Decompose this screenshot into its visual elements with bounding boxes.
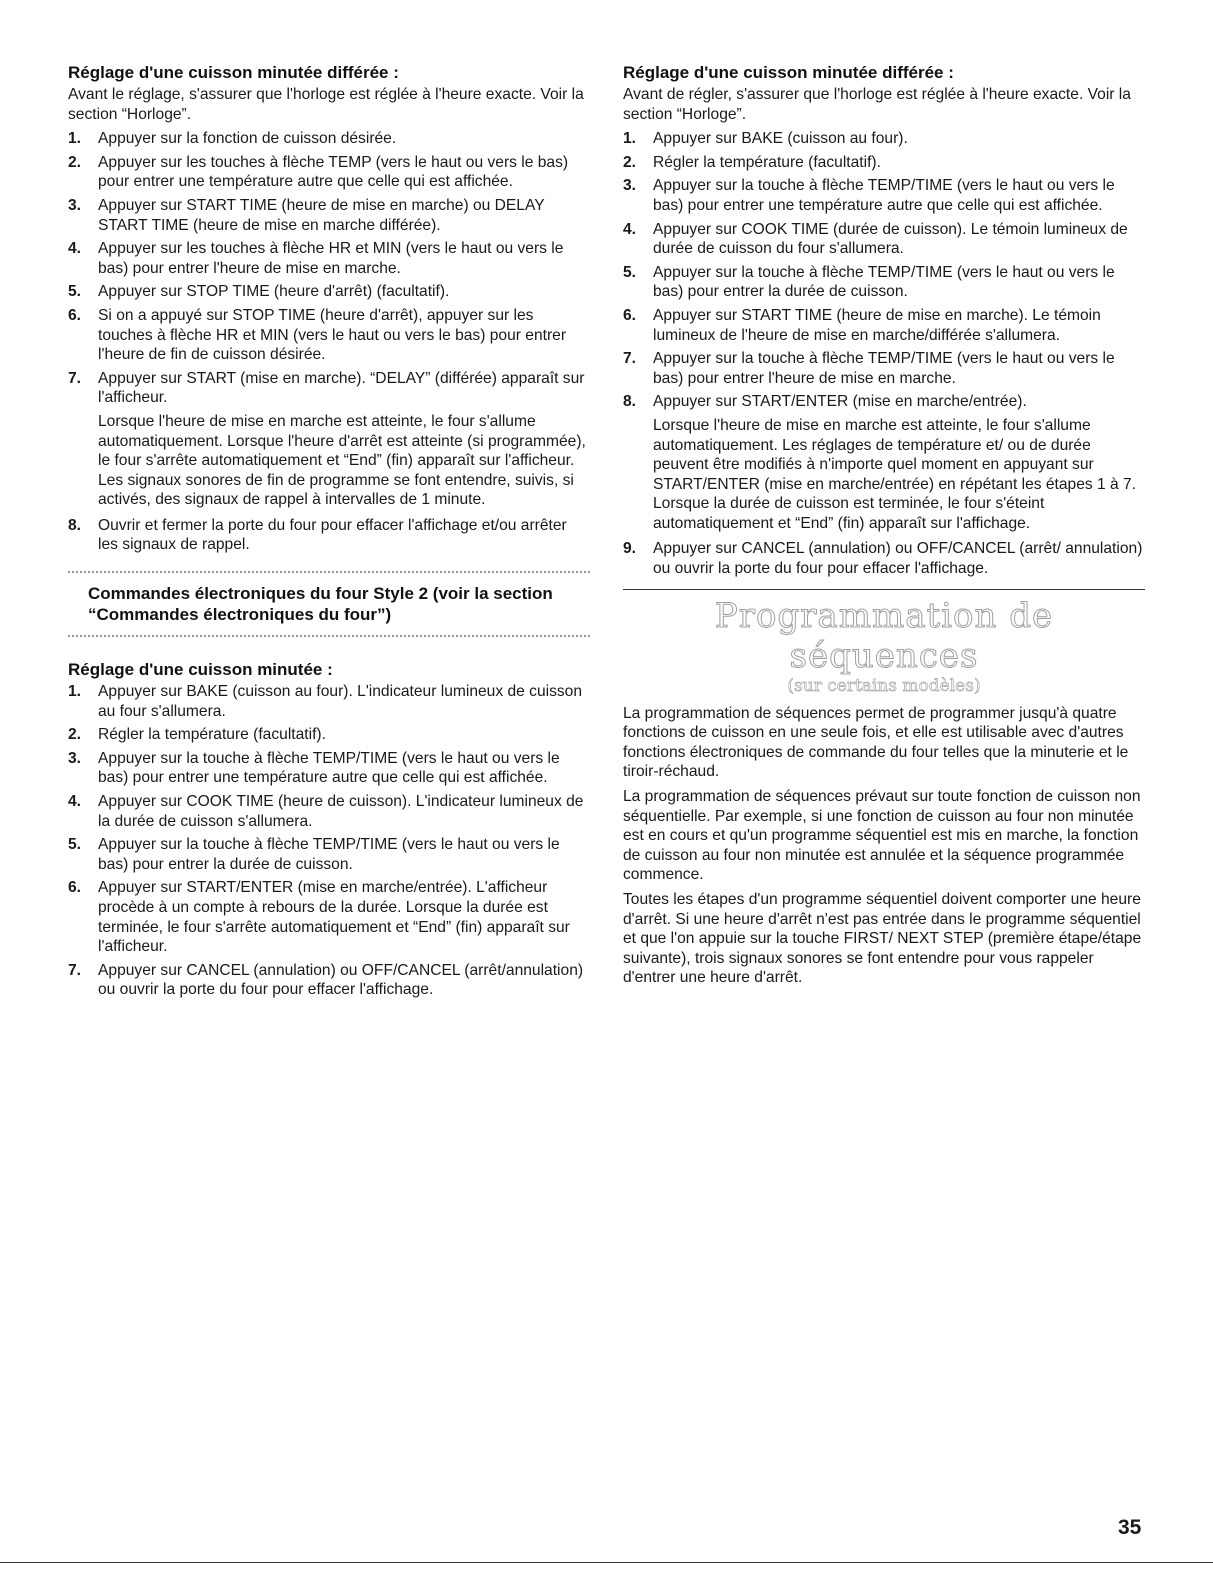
list-item [68,153,590,192]
list-item [68,239,590,278]
step-text: Régler la température (facultatif). [653,153,881,171]
list-item [68,369,590,408]
section-divider [623,589,1145,590]
list-item [623,263,1145,302]
step-text: Appuyer sur START (mise en marche). “DELAY” (différée) apparaît sur l'afficheur. [98,369,585,407]
step-text: Appuyer sur la fonction de cuisson désirée. [98,130,397,148]
step-text: Appuyer sur STOP TIME (heure d'arrêt) (facultatif). [98,283,450,301]
list-item [68,196,590,235]
steps-list [68,682,590,1000]
step-text: Appuyer sur la touche à flèche TEMP/TIME (vers le haut ou vers le bas) pour entrer la durée de cuisson. [98,836,560,873]
step-text: Appuyer sur CANCEL (annulation) ou OFF/CANCEL (arrêt/annulation) ou ouvrir la porte du four pour effacer l'affichage. [98,961,584,999]
step-text: Appuyer sur la touche à flèche TEMP/TIME (vers le haut ou vers le bas) pour entrer l'heure de mise en marche. [653,350,1115,387]
step-number: 4. [623,220,637,238]
continuation-paragraph: Lorsque l'heure de mise en marche est atteinte, le four s'allume automatiquement. Lorsque l'heure d'arrêt est atteinte (si programmée), le four s'arrête automatiquement et “End” (fin) apparaît sur l'afficheur. Les signaux sonores de fin de programme se font entendre, suivis, si activés, des signaux de rappel à intervalles de 1 minute. [98,412,586,509]
step-number: 5. [68,283,82,301]
step-text: Appuyer sur les touches à flèche TEMP (vers le haut ou vers le bas) pour entrer une température autre que celle qui est affichée. [98,153,569,191]
list-item [68,961,590,1000]
list-item [623,153,1145,173]
list-item [68,878,590,956]
decorative-title: Programmation de séquences [714,595,1054,676]
list-item [623,539,1145,578]
right-column [623,62,1145,993]
step-text: Appuyer sur BAKE (cuisson au four). [653,130,908,148]
step-text: Régler la température (facultatif). [98,726,326,744]
section-heading: Réglage d'une cuisson minutée différée : [623,63,954,82]
step-number: 8. [68,516,82,534]
steps-list [68,129,590,408]
page-number: 35 [1118,1516,1142,1539]
steps-list [68,516,590,555]
step-number: 3. [68,749,82,767]
list-item [68,682,590,721]
step-number: 6. [68,306,82,324]
list-item [68,835,590,874]
left-column [68,62,590,1004]
list-item [623,306,1145,345]
list-item [68,516,590,555]
step-number: 4. [68,240,82,258]
divider [68,635,590,637]
paragraph: La programmation de séquences permet de programmer jusqu'à quatre fonctions de cuisson en une seule fois, et elle est utilisable avec d'autres fonctions électroniques de commande du four telles que la minuterie et le tiroir-réchaud. [623,704,1129,781]
list-item [68,306,590,365]
step-number: 2. [68,153,82,171]
list-item [68,282,590,302]
step-number: 2. [68,726,82,744]
step-text: Appuyer sur les touches à flèche HR et MIN (vers le haut ou vers le bas) pour entrer l'heure de mise en marche. [98,240,564,277]
list-item [623,176,1145,215]
list-item [623,129,1145,149]
decorative-subtitle: (sur certains modèles) [787,675,981,696]
list-item [623,392,1145,412]
step-number: 7. [623,350,637,368]
step-number: 1. [68,130,82,148]
step-text: Appuyer sur START/ENTER (mise en marche/entrée). [653,393,1027,411]
step-number: 3. [623,177,637,195]
steps-list [623,129,1145,412]
step-number: 7. [68,961,82,979]
list-item [68,749,590,788]
step-text: Appuyer sur START/ENTER (mise en marche/entrée). L'afficheur procède à un compte à rebours de la durée. Lorsque la durée est terminée, le four s'arrête automatiquement et “End” (fin) apparaît sur l'afficheur. [98,879,570,956]
list-item [623,349,1145,388]
step-text: Appuyer sur COOK TIME (durée de cuisson). Le témoin lumineux de durée de cuisson du four s'allumera. [653,220,1128,258]
step-number: 1. [68,683,82,701]
list-item [68,129,590,149]
step-number: 4. [68,793,82,811]
step-text: Appuyer sur START TIME (heure de mise en marche) ou DELAY START TIME (heure de mise en marche différée). [98,196,545,234]
step-text: Ouvrir et fermer la porte du four pour effacer l'affichage et/ou arrêter les signaux de rappel. [98,516,567,554]
step-text: Appuyer sur la touche à flèche TEMP/TIME (vers le haut ou vers le bas) pour entrer la durée de cuisson. [653,263,1115,301]
step-text: Appuyer sur CANCEL (annulation) ou OFF/CANCEL (arrêt/ annulation) ou ouvrir la porte du four pour effacer l'affichage. [653,540,1143,578]
step-number: 5. [623,263,637,281]
step-text: Appuyer sur la touche à flèche TEMP/TIME (vers le haut ou vers le bas) pour entrer une température autre que celle qui est affichée. [653,177,1115,214]
list-item [68,725,590,745]
section-heading: Réglage d'une cuisson minutée différée : [68,63,399,82]
footer-rule [0,1562,1213,1563]
step-text: Appuyer sur COOK TIME (heure de cuisson). L'indicateur lumineux de la durée de cuisson s'allumera. [98,793,584,830]
intro-paragraph: Avant le réglage, s'assurer que l'horloge est réglée à l'heure exacte. Voir la section “Horloge”. [68,86,584,123]
section-banner: Commandes électroniques du four Style 2 (voir la section “Commandes électroniques du four”) [88,584,553,625]
paragraph: La programmation de séquences prévaut sur toute fonction de cuisson non séquentielle. Par exemple, si une fonction de cuisson au four non minutée est en cours et qu'un programme séquentiel est mis en marche, la fonction de cuisson au four non minutée est annulée et la séquence programmée commence. [623,788,1141,884]
paragraph: Toutes les étapes d'un programme séquentiel doivent comporter une heure d'arrêt. Si une heure d'arrêt n'est pas entrée dans le programme séquentiel et que l'on appuie sur la touche FIRST/ NEXT STEP (première étape/étape suivante), trois signaux sonores se font entendre pour vous rappeler d'entrer une heure d'arrêt. [623,891,1142,987]
step-text: Appuyer sur la touche à flèche TEMP/TIME (vers le haut ou vers le bas) pour entrer une température autre que celle qui est affichée. [98,749,560,787]
step-number: 7. [68,369,82,387]
step-number: 9. [623,540,637,558]
continuation-paragraph: Lorsque l'heure de mise en marche est atteinte, le four s'allume automatiquement. Les réglages de température et/ ou de durée peuvent être modifiés à n'importe quel moment en appuyant sur START/ENTER (mise en marche/entrée) en répétant les étapes 1 à 7. Lorsque la durée de cuisson est terminée, le four s'éteint automatiquement et “End” (fin) apparaît sur l'affichage. [653,416,1137,532]
list-item [623,220,1145,259]
step-number: 2. [623,153,637,171]
step-number: 6. [623,306,637,324]
steps-list [623,539,1145,578]
step-text: Appuyer sur BAKE (cuisson au four). L'indicateur lumineux de cuisson au four s'allumera. [98,683,583,720]
step-text: Si on a appuyé sur STOP TIME (heure d'arrêt), appuyer sur les touches à flèche HR et MIN (vers le haut ou vers le bas) pour entrer l'heure de fin de cuisson désirée. [98,306,567,364]
intro-paragraph: Avant de régler, s'assurer que l'horloge est réglée à l'heure exacte. Voir la section “Horloge”. [623,86,1131,123]
step-number: 8. [623,393,637,411]
step-number: 1. [623,130,637,148]
section-heading: Réglage d'une cuisson minutée : [68,660,333,680]
step-number: 6. [68,879,82,897]
step-text: Appuyer sur START TIME (heure de mise en marche). Le témoin lumineux de l'heure de mise en marche/différée s'allumera. [653,306,1101,344]
step-number: 3. [68,196,82,214]
list-item [68,792,590,831]
step-number: 5. [68,836,82,854]
